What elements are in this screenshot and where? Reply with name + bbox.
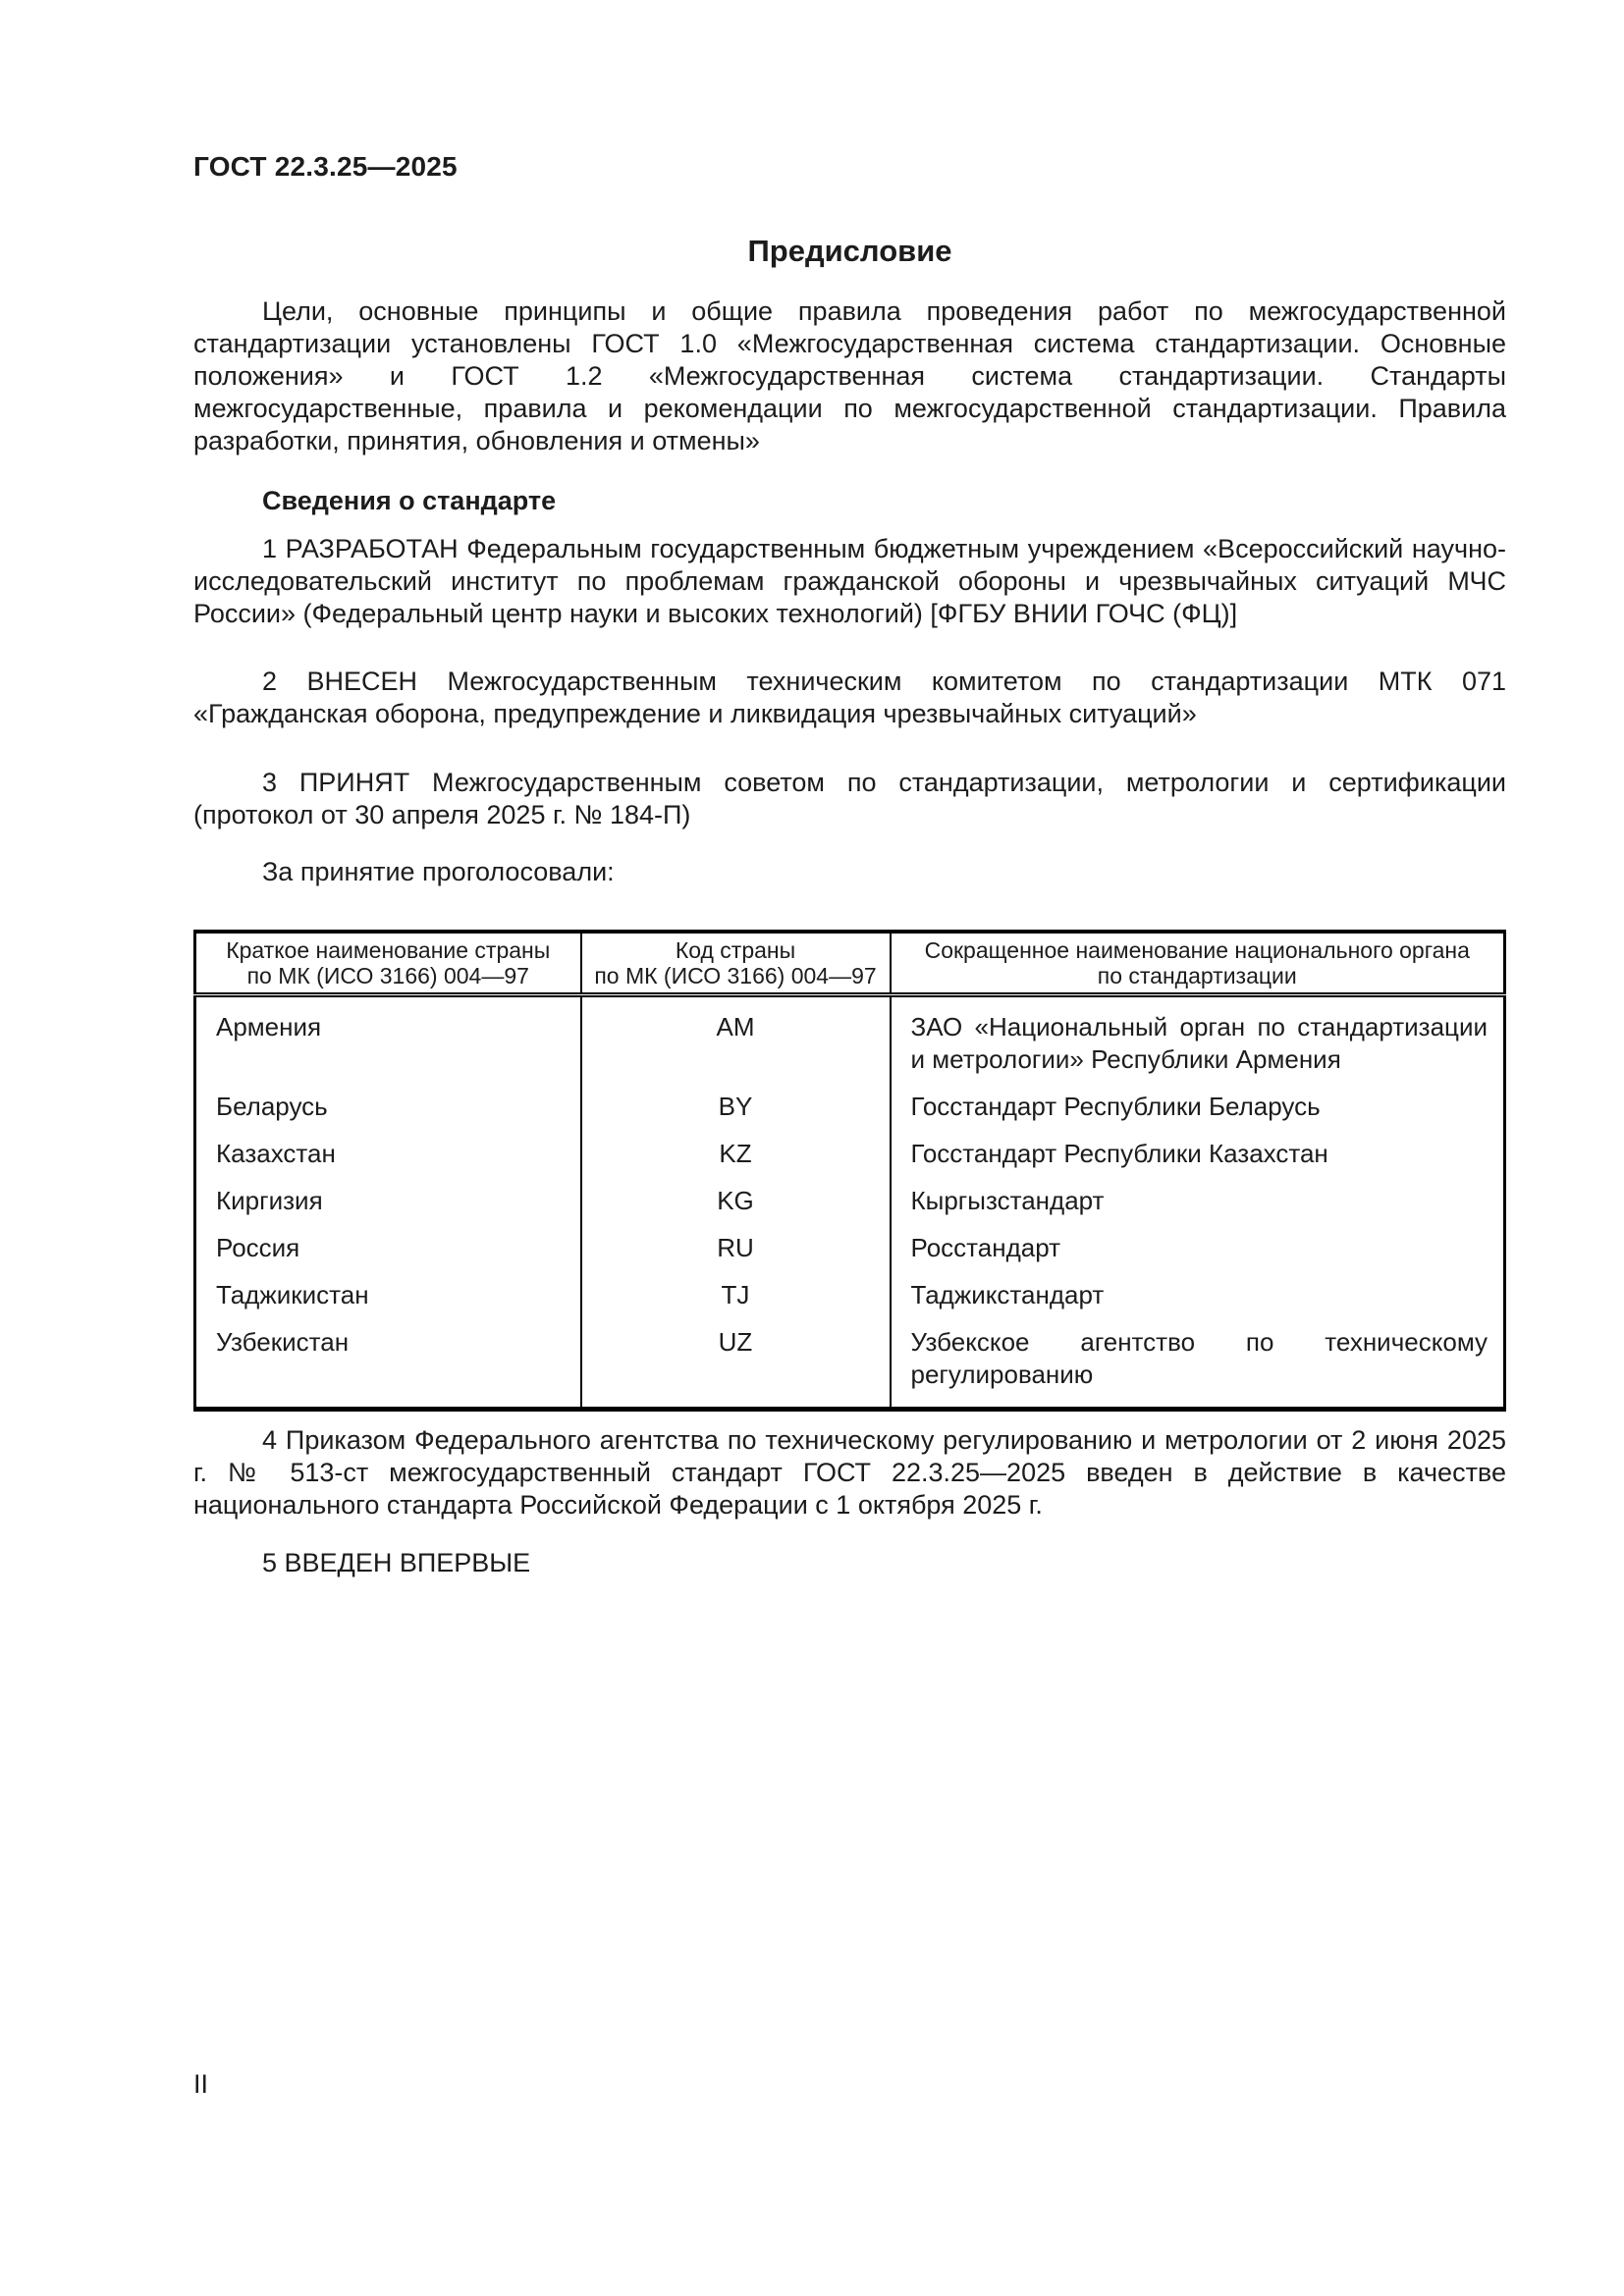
- org-cell: Госстандарт Республики Беларусь: [910, 1092, 1321, 1121]
- col-header-org-line1: Сокращенное наименование национального органа: [924, 937, 1470, 963]
- country-cell: Узбекистан: [195, 1316, 581, 1410]
- vote-table-header-row: [195, 932, 1505, 995]
- col-header-country-line1: Краткое наименование страны: [226, 937, 551, 963]
- org-cell: Узбекское агентство по техническому регулированию: [910, 1327, 1488, 1389]
- vote-table-container: [193, 930, 1506, 1412]
- country-cell: Армения: [195, 995, 581, 1082]
- page-title: Предисловие: [747, 234, 952, 268]
- code-cell: RU: [581, 1222, 891, 1269]
- standard-info-heading: Сведения о стандарте: [262, 486, 557, 515]
- col-header-code: [581, 932, 891, 995]
- org-cell: Таджикстандарт: [910, 1280, 1105, 1309]
- code-cell: KZ: [581, 1128, 891, 1175]
- page-number: II: [193, 2069, 209, 2099]
- info-item-submitted: 2 ВНЕСЕН Межгосударственным техническим комитетом по стандартизации МТК 071 «Гражданская оборона, предупреждение и ликвидация чрезвычайных ситуаций»: [193, 667, 1506, 728]
- code-cell: BY: [581, 1081, 891, 1128]
- org-cell: ЗАО «Национальный орган по стандартизации и метрологии» Республики Армения: [910, 1012, 1488, 1074]
- table-row: [195, 1175, 1505, 1222]
- vote-intro-line: За принятие проголосовали:: [262, 857, 615, 886]
- table-row: [195, 1128, 1505, 1175]
- country-cell: Россия: [195, 1222, 581, 1269]
- col-header-code-line1: Код страны: [675, 937, 796, 963]
- closing-item-order: 4 Приказом Федерального агентства по техническому регулированию и метрологии от 2 июня 2025 г. № 513-ст межгосударственный стандарт ГОСТ 22.3.25—2025 введен в действие в качестве национального стандарта Российской Федерации с 1 октября 2025 г.: [193, 1425, 1506, 1520]
- col-header-org: [891, 932, 1505, 995]
- country-cell: Беларусь: [195, 1081, 581, 1128]
- col-header-country: [195, 932, 581, 995]
- country-cell: Таджикистан: [195, 1269, 581, 1316]
- org-cell: Кыргызстандарт: [910, 1186, 1105, 1215]
- table-row: [195, 1316, 1505, 1410]
- col-header-code-line2: по МК (ИСО 3166) 004—97: [594, 963, 877, 988]
- code-cell: AM: [581, 995, 891, 1082]
- country-cell: Казахстан: [195, 1128, 581, 1175]
- org-cell: Госстандарт Республики Казахстан: [910, 1139, 1328, 1168]
- intro-paragraph: Цели, основные принципы и общие правила проведения работ по межгосударственной стандартизации установлены ГОСТ 1.0 «Межгосударственная система стандартизации. Основные положения» и ГОСТ 1.2 «Межгосударственная система стандартизации. Стандарты межгосударственные, правила и рекомендации по межгосударственной стандартизации. Правила разработки, принятия, обновления и отмены»: [193, 296, 1506, 455]
- col-header-org-line2: по стандартизации: [1097, 963, 1297, 988]
- table-row: [195, 1222, 1505, 1269]
- closing-item-first-introduced: 5 ВВЕДЕН ВПЕРВЫЕ: [262, 1548, 531, 1577]
- info-item-developed: 1 РАЗРАБОТАН Федеральным государственным бюджетным учреждением «Всероссийский научно-исследовательский институт по проблемам гражданской обороны и чрезвычайных ситуаций МЧС России» (Федеральный центр науки и высоких технологий) [ФГБУ ВНИИ ГОЧС (ФЦ)]: [193, 534, 1506, 628]
- code-cell: UZ: [581, 1316, 891, 1410]
- doc-code-header: ГОСТ 22.3.25—2025: [193, 151, 458, 182]
- info-item-adopted: 3 ПРИНЯТ Межгосударственным советом по стандартизации, метрологии и сертификации (протокол от 30 апреля 2025 г. № 184-П): [193, 768, 1506, 829]
- country-cell: Киргизия: [195, 1175, 581, 1222]
- table-row: [195, 1081, 1505, 1128]
- org-cell: Росстандарт: [910, 1233, 1061, 1262]
- col-header-country-line2: по МК (ИСО 3166) 004—97: [246, 963, 529, 988]
- table-row: [195, 1269, 1505, 1316]
- code-cell: TJ: [581, 1269, 891, 1316]
- vote-table: [193, 930, 1506, 1412]
- table-row: [195, 995, 1505, 1082]
- code-cell: KG: [581, 1175, 891, 1222]
